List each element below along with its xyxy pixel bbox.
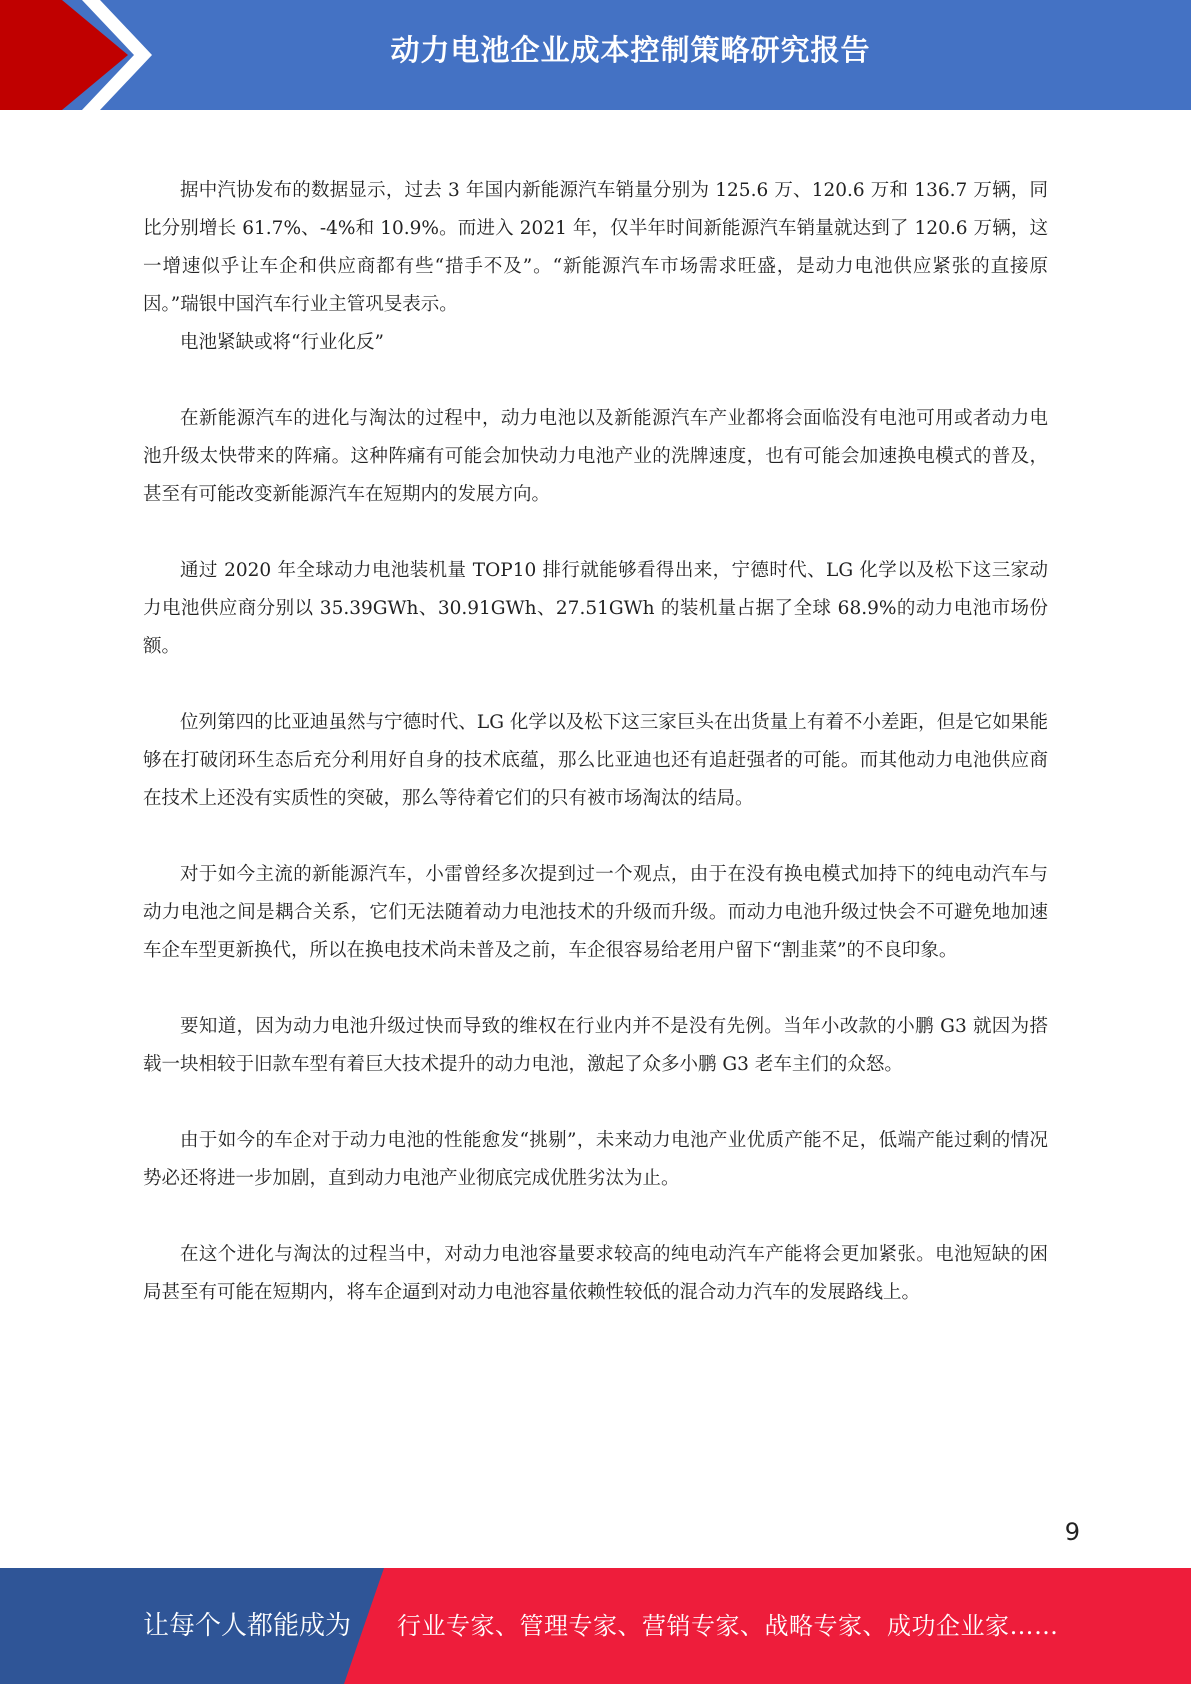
paragraph-hybrid: 在这个进化与淘汰的过程当中，对动力电池容量要求较高的纯电动汽车产能将会更加紧张。电池短缺的困局甚至有可能在短期内，将车企逼到对动力电池容量依赖性较低的混合动力汽车的发展路线上。 (143, 1244, 1048, 1303)
section-heading: 电池紧缺或将“行业化反” (180, 332, 384, 353)
document-body (143, 172, 1048, 1312)
footer-slogan-left: 让每个人都能成为 (143, 1611, 352, 1641)
page-number: 9 (1064, 1518, 1080, 1546)
paragraph-sales-data: 据中汽协发布的数据显示，过去 3 年国内新能源汽车销量分别为 125.6 万、120.6 万和 136.7 万辆，同比分别增长 61.7%、-4%和 10.9%。而进入 2021 年，仅半年时间新能源汽车销量就达到了 120.6 万辆，这一增速似乎让车企和供应商都有些“措手不及”。“新能源汽车市场需求旺盛，是动力电池供应紧张的直接原因。”瑞银中国汽车行业主管巩旻表示。 (143, 180, 1048, 315)
page-title: 动力电池企业成本控制策略研究报告 (390, 33, 871, 67)
footer-slogan-right: 行业专家、管理专家、营销专家、战略专家、成功企业家…… (397, 1612, 1059, 1640)
paragraph-top10: 通过 2020 年全球动力电池装机量 TOP10 排行就能够看得出来，宁德时代、LG 化学以及松下这三家动力电池供应商分别以 35.39GWh、30.91GWh、27.51GWh 的装机量占据了全球 68.9%的动力电池市场份额。 (143, 560, 1048, 657)
paragraph-evolution: 在新能源汽车的进化与淘汰的过程中，动力电池以及新能源汽车产业都将会面临没有电池可用或者动力电池升级太快带来的阵痛。这种阵痛有可能会加快动力电池产业的洗牌速度，也有可能会加速换电模式的普及，甚至有可能改变新能源汽车在短期内的发展方向。 (143, 408, 1048, 505)
page-footer (0, 1568, 1191, 1684)
paragraph-byd: 位列第四的比亚迪虽然与宁德时代、LG 化学以及松下这三家巨头在出货量上有着不小差距，但是它如果能够在打破闭环生态后充分利用好自身的技术底蕴，那么比亚迪也还有追赶强者的可能。而其他动力电池供应商在技术上还没有实质性的突破，那么等待着它们的只有被市场淘汰的结局。 (143, 712, 1048, 809)
paragraph-capacity: 由于如今的车企对于动力电池的性能愈发“挑剔”，未来动力电池产业优质产能不足，低端产能过剩的情况势必还将进一步加剧，直到动力电池产业彻底完成优胜劣汰为止。 (143, 1130, 1048, 1189)
paragraph-mainstream: 对于如今主流的新能源汽车，小雷曾经多次提到过一个观点，由于在没有换电模式加持下的纯电动汽车与动力电池之间是耦合关系，它们无法随着动力电池技术的升级而升级。而动力电池升级过快会不可避免地加速车企车型更新换代，所以在换电技术尚未普及之前，车企很容易给老用户留下“割韭菜”的不良印象。 (143, 864, 1048, 961)
paragraph-xpeng: 要知道，因为动力电池升级过快而导致的维权在行业内并不是没有先例。当年小改款的小鹏 G3 就因为搭载一块相较于旧款车型有着巨大技术提升的动力电池，激起了众多小鹏 G3 老车主们的众怒。 (143, 1016, 1048, 1075)
page-header (0, 0, 1191, 110)
